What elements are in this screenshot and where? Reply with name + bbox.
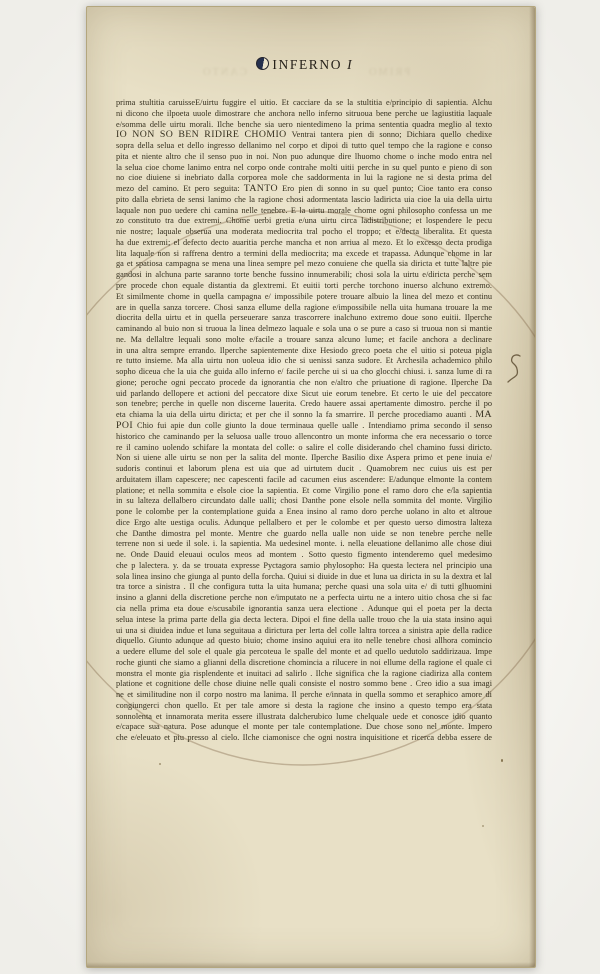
text-line: pone le colombe per la contemplatione guida a Enea insino al ramo doro perche uolano in alto et altroue <box>116 507 492 517</box>
text-line: a uedere ellume del sole el quale gia percoteua le spalle del monte et ad quello uedutolo saddirizaua. Impe <box>116 647 492 657</box>
bleedthrough-text-right: PRIMO <box>367 67 411 78</box>
text-line: arduitatem illam capescere; nec capescenti facile ad cacumen eius ascendere: E/adunque elmonte la contem <box>116 474 492 484</box>
text-line: diquello. Giunto adunque ad questo biuio; chome insino aquiui era ito nelle tenebre chosi allhora comincio <box>116 636 492 646</box>
text-line: cia nella prima eta doue e/scusabile ignorantia sanza uera electione . Adunque qui el poeta per la decta <box>116 603 492 613</box>
text-line: sopra della selua et dello ingresso dellanimo nel corpo et dipoi di tutto quel tempo che la ragione e conso <box>116 141 492 151</box>
margin-flourish-mark <box>504 352 526 386</box>
text-line: laquale non puo uedere chi camina nelle tenebre. E la uirtu morale chome ogni philosopho confessa un me <box>116 205 492 215</box>
page-bottom-edge-shadow <box>87 962 535 967</box>
text-line: tra torce a sinistra . Il che configura tutta la uita humana; perche quasi una sola uita e/ di tutti glhuomini <box>116 582 492 592</box>
text-line: nie nostre; laquale obserua una moderata mediocrita tral pocho el troppo; et e/decta liberalita. Et questa <box>116 227 492 237</box>
text-line: historico che caminando per la seluosa ualle trouo allencontro un monte informa che era necessario o torce <box>116 431 492 441</box>
text-line: POI Chio fui apie dun colle giunto la doue terminaua quelle ualle . Intendiamo prima secondo il senso <box>116 419 492 431</box>
text-line: zo constituto tra due extremi. Chome uerbi gretia e/una uirtu circa ladistributione; et lospendere le pecu <box>116 216 492 226</box>
text-line: gandosi in alchuna parte saranno torte benche fussino innumerabili; chosi sola la uirtu e/diricta perche sem <box>116 270 492 280</box>
page-header <box>116 57 492 73</box>
text-line: e/somma delle uirtu morali. Ilche benche sia uero nientedimeno la prima sententia quadra meglio al texto <box>116 119 492 129</box>
half-circle-initial-icon <box>256 57 269 70</box>
text-line: caminando al buio non si truoua la linea delmezo laquale e sola una o se pure a caso si truoua non si mantie <box>116 324 492 334</box>
text-line: dice Ergo alte uestiga oculis. Adunque pellalbero et per le colombe et per questo uerso dimostra lalteza <box>116 517 492 527</box>
text-line: IO NON SO BEN RIDIRE CHOMIO Ventrai tantera pien di sonno; Dichiara quello chedixe <box>116 129 492 141</box>
text-line: lita laquale non si raffrena dentro a termini della mediocrita; ma excede et trapassa. Adunque chome in lar <box>116 248 492 258</box>
text-line: monstra el monte gia risplendente et inuitaci ad salirlo . Ilche significa che la ragione ciadiriza alla contem <box>116 668 492 678</box>
text-line: Non si uiene alle uirtu se non per la salita del monte. Ilperche Basilio dixe Aspera primo et pene inuia e/ <box>116 453 492 463</box>
text-line: e/capace sua natura. Pose adunque el monte per tale contemplatione. Due chose sono nel monte. Impero <box>116 722 492 732</box>
text-line: sudoris continui et laborum plena est uia que ad uirtutem ducit . Quamobrem nec cuius uis est per <box>116 464 492 474</box>
text-line: sola linea insino che giunga al punto della forcha. Quiui si diuide in due et luna ua diricta in su la dextra et lal <box>116 571 492 581</box>
text-line: diocrita della uirtu et in quella perseuerare sanza trascorrere inalchuno extremo doue sono euitii. Ilperche <box>116 313 492 323</box>
text-line: in su lalteza dellalbero circundato dalle ualli; chosi Danthe pone elsole nella sommita del monte. Virgilio <box>116 496 492 506</box>
text-line: re tutto insieme. Ma alla uirtu non uoleua idio che si uenissi sanza sudore. Et Archesila achademico philo <box>116 356 492 366</box>
text-line: pito dalla ebrieta de sensi lanimo che la ragione chosi adormentata lascio ladiricta uia cioe la uia della uirtu <box>116 194 492 204</box>
text-line: pre procede chon equale distantia da glextremi. Et euitii torti perche torchono inuerso alchuno extremo. <box>116 281 492 291</box>
text-line: in una altra sempre errando. Ilperche sapientemente dixe Hesiodo greco poeta che el uitio si poteua pigla <box>116 345 492 355</box>
text-line: che p lalectera. y. da se trouata expresse Pyctagora samio phylosopho: Ha questa lectera nel principio una <box>116 560 492 570</box>
text-line: ha due extremi; el defecto decto auaritia perche mancha et non arriua al mezo. Et lo excesso decta prodiga <box>116 237 492 247</box>
text-line: platione et cognitione delle chose diuine nelle quali consiste el nostro sommo bene . Creo idio a sua imagi <box>116 679 492 689</box>
text-line: uid parlando dellopere et actioni del peccatore dixe Sicut uie eorum tenebre. Et certo le uie del peccatore <box>116 388 492 398</box>
text-line: la selua cioe chome lanimo entra nel corpo onde contrahe molti uitii perche in su quel punto e pieno di son <box>116 162 492 172</box>
ink-speck <box>482 825 484 827</box>
text-line: mezo del camino. Et pero seguita: TANTO Ero pien di sonno in su quel punto; Cioe tanto era conso <box>116 183 492 195</box>
text-line: sonnolenta et innamorata merita essere illustrata dalcherubico lume chelquale uede et conosce idio quanto <box>116 711 492 721</box>
header-title: INFERNO <box>272 57 343 72</box>
text-line: ne. Ma dellaltre lequali sono molte e/facile a trouare sanza alcuno lume; et facile anchora a declinare <box>116 334 492 344</box>
text-line: ui una si diuidea indue et luna seguitaua a dirictura per lerta del colle laltra torcea a sinistra apie della radice <box>116 625 492 635</box>
text-line: are in quella sanza torcere. Chosi sanza ellume della ragione e/impossibile nella uita humana trouare la me <box>116 302 492 312</box>
canto-numeral: I <box>347 57 352 72</box>
text-line: ne et similitudine non il corpo nostro ma lanima. Il perche e/innata in quella sommo et seraphico amore di <box>116 690 492 700</box>
text-line: Et similmente chome in quella campagna e/ impossibile potere trouare albuio la linea del mezo et continu <box>116 291 492 301</box>
text-line: ga et spatiosa campagna se mena una linea sempre pel mezo conuiene che quella sia diricta et tutte laltre pie <box>116 259 492 269</box>
text-line: prima stultitia caruisseE/uirtu fuggire el uitio. Et cacciare da se la stultitia e/principio di sapientia. Alchu <box>116 98 492 107</box>
ink-speck <box>501 759 503 762</box>
text-line: congiungerci chon quello. Et per tale amore si desta la ragione che insino a questo tempo era stata <box>116 700 492 710</box>
text-line: no cioe diuiene si inebriato dalla corporea mole che saddormenta in lui la ragione ne si desta prima del <box>116 173 492 183</box>
text-line: ne. Onde Dauid eleuaui oculos meos ad montem . Sotto questo figmento intenderemo quel medesimo <box>116 550 492 560</box>
page-right-edge-shadow <box>529 7 535 967</box>
text-line: che Danthe dimostra pel monte. Mentre che guardo nella ualle non uide se non tenebre perche nelle <box>116 528 492 538</box>
text-line: re il camino uolendo schifare la montata del colle: o salire el colle disiderando chel chamino fussi diricto. <box>116 442 492 452</box>
text-line: eta chiama la uia della uirtu diricta; et per che il sonno la fa smarrire. Il perche procediamo auanti . MA <box>116 409 492 421</box>
text-line: pita et niente altro che il senso puo in noi. Non puo adunque dire lhuomo chome o inche modo entra nel <box>116 151 492 161</box>
text-line: insino a glanni della discretione perche non e/imputato ne a perfecta uirtu ne a intero uitio chosa che si fac <box>116 593 492 603</box>
text-line: platione; et nella sommita e elsole cioe la sapientia. Et come Virgilio pone el ramo doro che e/la sapientia <box>116 485 492 495</box>
text-line: roche giunti che siamo a glianni della discretione chomincia a rilucere in noi ellume della ragione el quale ci <box>116 657 492 667</box>
text-line: ni dicono che ilpoeta uuole dimostrare che anchora nello inferno sitruoua bene perche ue lagiustitia laquale <box>116 108 492 118</box>
text-line: selua intese la prima parte della gia decta lectera. Dipoi el fine della ualle trouo che la uia stata insino aqui <box>116 614 492 624</box>
bleedthrough-text-left: CANTO <box>201 67 247 78</box>
text-line: son tenebre; perche in quelle non discerne lauerita. Credo hauere assai apertamente dimostro. perche il po <box>116 399 492 409</box>
text-line: che e/eleuato et piu presso al cielo. Ilche ciamonisce che ogni nostra inquisitione et ricerca debba essere de <box>116 733 492 743</box>
text-line: sopho diceua che la uia che guida allo inferno e/ facile perche ui si ua cho glocchi chiusi. i. sanza lume di ra <box>116 367 492 377</box>
book-page <box>86 6 536 968</box>
ink-speck <box>159 763 161 765</box>
text-line: gione; peroche ogni peccato procede da ignorantia che non e/altro che priuatione di ragione. Ilperche Da <box>116 377 492 387</box>
text-line: terrene non si uede il sole. i. la sapientia. Ma uedesinel monte. i. nella eleuatione dellanimo alle chose diui <box>116 539 492 549</box>
text-block <box>116 98 492 744</box>
